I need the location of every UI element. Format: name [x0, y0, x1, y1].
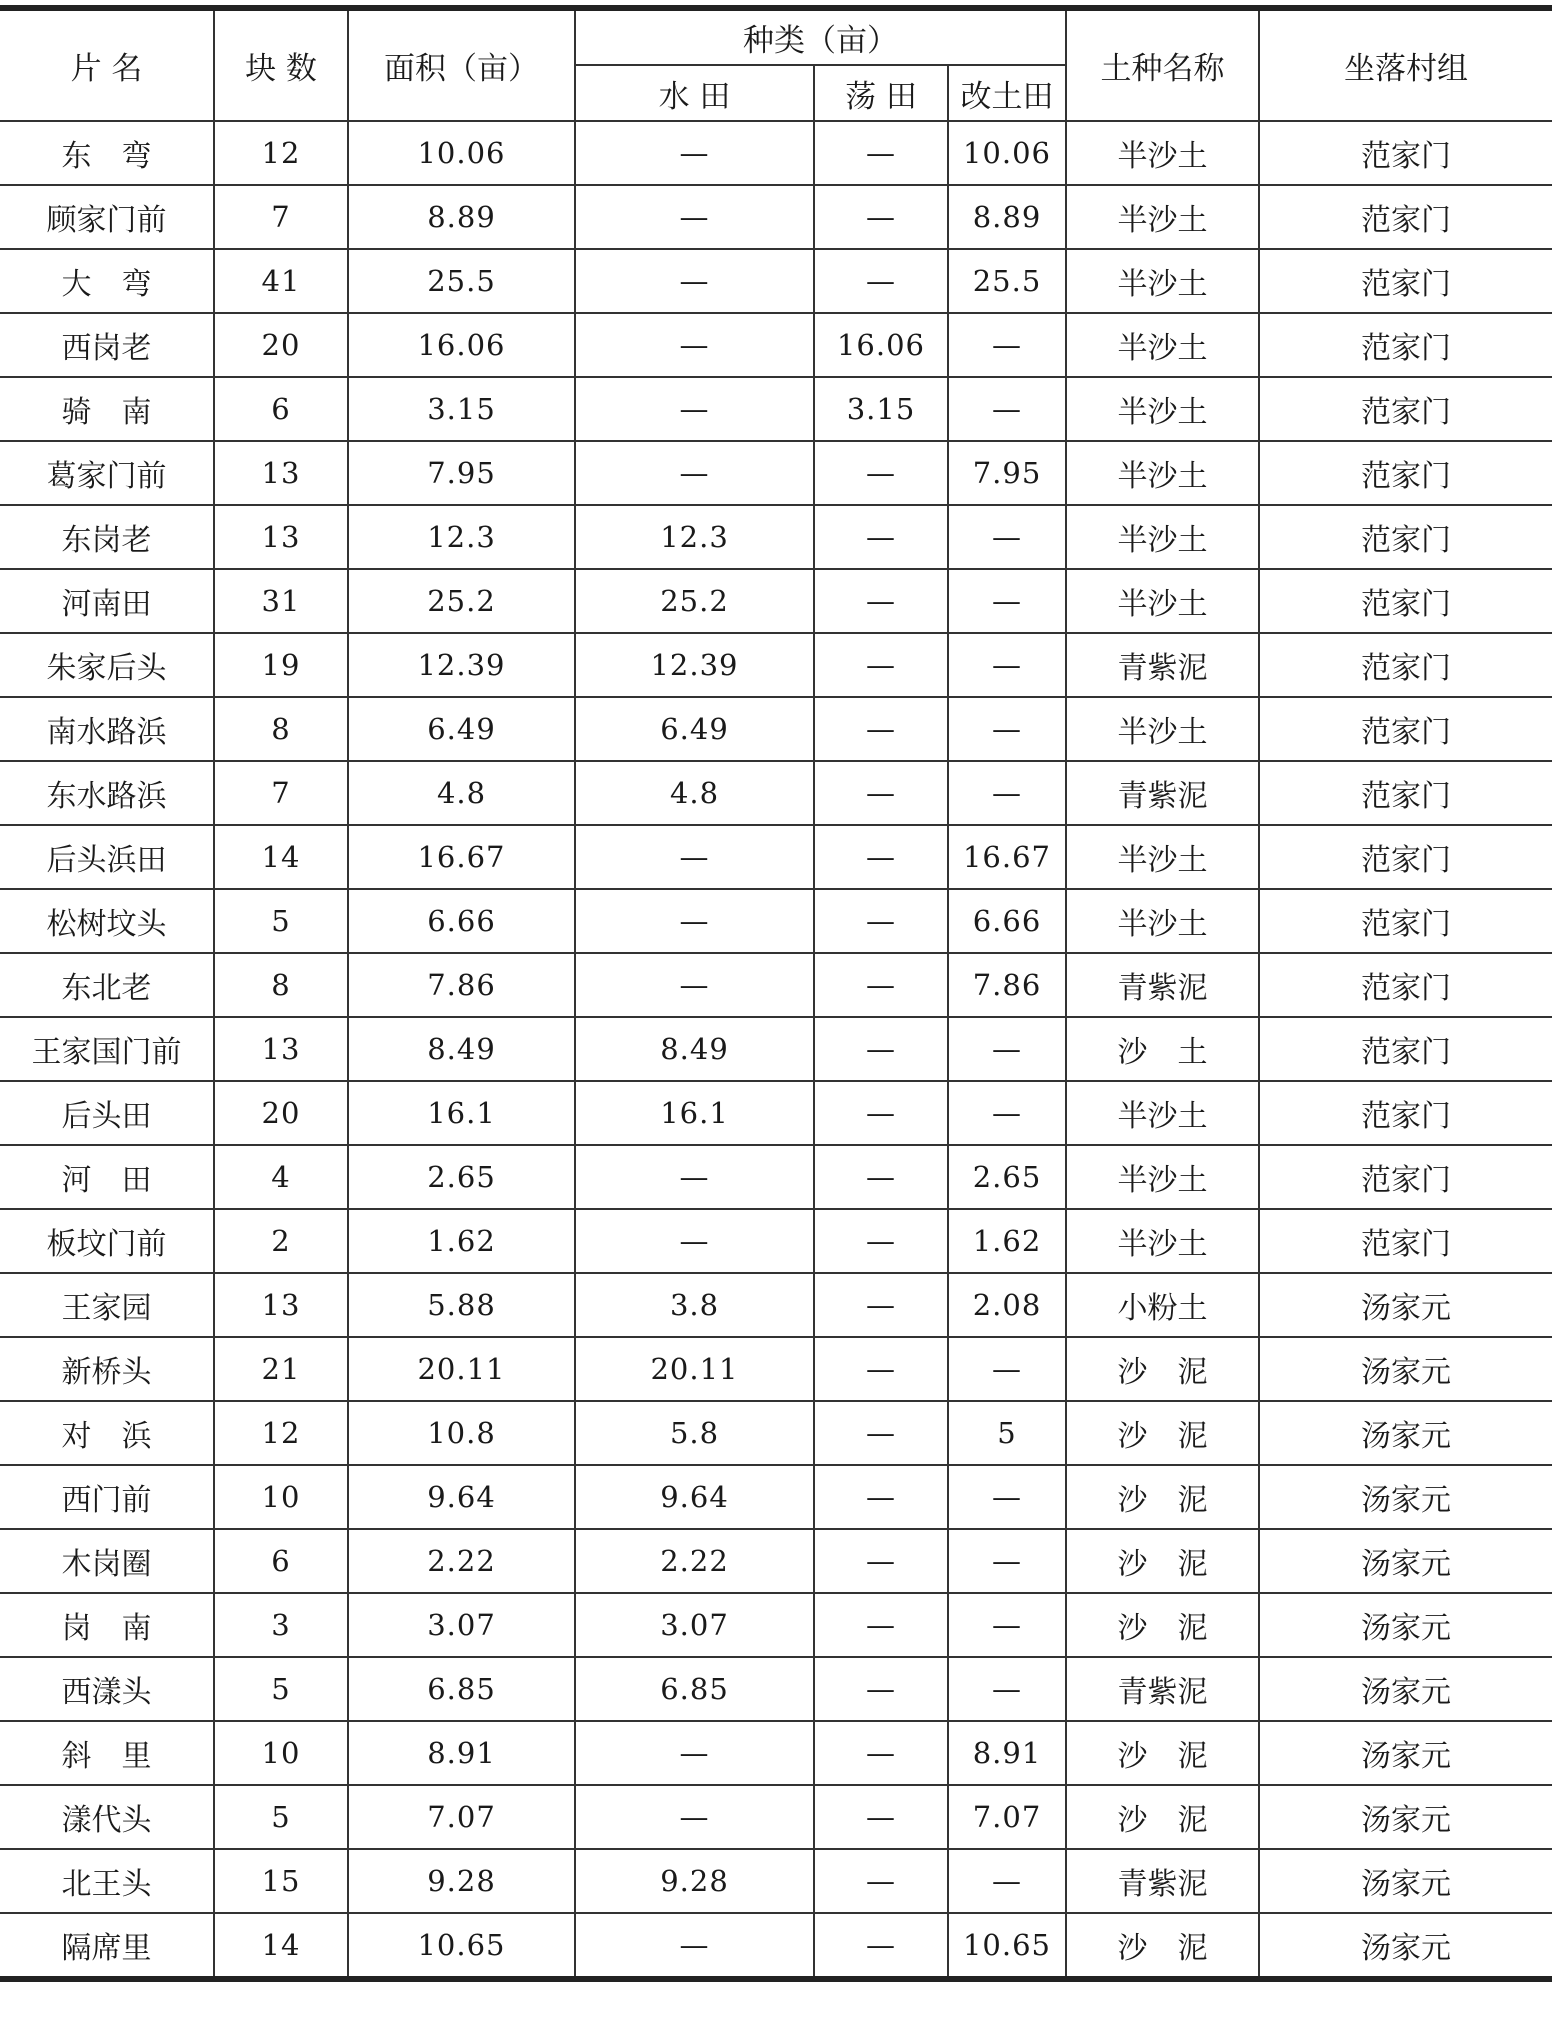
cell-name: 西漾头 [0, 1657, 214, 1721]
cell-converted: 5 [948, 1401, 1066, 1465]
cell-village: 汤家元 [1259, 1337, 1552, 1401]
cell-paddy: 20.11 [575, 1337, 814, 1401]
cell-blocks: 6 [214, 377, 348, 441]
cell-converted: — [948, 505, 1066, 569]
cell-name: 东北老 [0, 953, 214, 1017]
cell-blocks: 19 [214, 633, 348, 697]
cell-name: 东水路浜 [0, 761, 214, 825]
cell-village: 范家门 [1259, 1209, 1552, 1273]
cell-soil: 青紫泥 [1066, 953, 1259, 1017]
table-row [0, 1209, 1552, 1273]
table-row [0, 697, 1552, 761]
cell-name: 松树坟头 [0, 889, 214, 953]
cell-village: 范家门 [1259, 313, 1552, 377]
cell-name: 板坟门前 [0, 1209, 214, 1273]
cell-pond: — [814, 1849, 948, 1913]
cell-blocks: 15 [214, 1849, 348, 1913]
cell-paddy: 12.3 [575, 505, 814, 569]
cell-name: 王家园 [0, 1273, 214, 1337]
cell-village: 汤家元 [1259, 1593, 1552, 1657]
cell-name: 河南田 [0, 569, 214, 633]
cell-pond: — [814, 825, 948, 889]
table-row [0, 377, 1552, 441]
cell-area: 7.95 [348, 441, 575, 505]
cell-converted: 10.06 [948, 121, 1066, 185]
cell-village: 汤家元 [1259, 1401, 1552, 1465]
land-parcel-table [0, 5, 1552, 1982]
cell-paddy: — [575, 825, 814, 889]
cell-paddy: — [575, 953, 814, 1017]
cell-blocks: 31 [214, 569, 348, 633]
header-converted: 改土田 [948, 65, 1066, 121]
cell-pond: — [814, 1145, 948, 1209]
cell-name: 王家国门前 [0, 1017, 214, 1081]
cell-soil: 青紫泥 [1066, 633, 1259, 697]
table-row [0, 1465, 1552, 1529]
cell-pond: 3.15 [814, 377, 948, 441]
cell-soil: 沙 土 [1066, 1017, 1259, 1081]
cell-name: 对 浜 [0, 1401, 214, 1465]
cell-converted: — [948, 1017, 1066, 1081]
table-row [0, 1273, 1552, 1337]
table-row [0, 505, 1552, 569]
cell-pond: — [814, 1593, 948, 1657]
table-row [0, 121, 1552, 185]
header-blocks: 块 数 [214, 8, 348, 121]
cell-soil: 半沙土 [1066, 1209, 1259, 1273]
cell-blocks: 6 [214, 1529, 348, 1593]
cell-blocks: 5 [214, 889, 348, 953]
cell-blocks: 8 [214, 953, 348, 1017]
cell-converted: — [948, 761, 1066, 825]
cell-name: 大 弯 [0, 249, 214, 313]
cell-paddy: 5.8 [575, 1401, 814, 1465]
cell-soil: 青紫泥 [1066, 1849, 1259, 1913]
cell-converted: — [948, 1465, 1066, 1529]
cell-area: 6.66 [348, 889, 575, 953]
table-row [0, 1593, 1552, 1657]
cell-paddy: 3.07 [575, 1593, 814, 1657]
cell-area: 10.65 [348, 1913, 575, 1979]
header-name: 片 名 [0, 8, 214, 121]
cell-converted: 25.5 [948, 249, 1066, 313]
cell-area: 9.28 [348, 1849, 575, 1913]
cell-name: 顾家门前 [0, 185, 214, 249]
cell-area: 12.3 [348, 505, 575, 569]
cell-soil: 半沙土 [1066, 889, 1259, 953]
cell-soil: 半沙土 [1066, 185, 1259, 249]
cell-converted: — [948, 569, 1066, 633]
cell-paddy: 9.64 [575, 1465, 814, 1529]
cell-paddy: — [575, 185, 814, 249]
cell-area: 4.8 [348, 761, 575, 825]
cell-blocks: 14 [214, 825, 348, 889]
cell-blocks: 13 [214, 441, 348, 505]
cell-pond: — [814, 505, 948, 569]
cell-area: 7.86 [348, 953, 575, 1017]
cell-area: 3.15 [348, 377, 575, 441]
cell-blocks: 21 [214, 1337, 348, 1401]
cell-name: 隔席里 [0, 1913, 214, 1979]
cell-village: 范家门 [1259, 249, 1552, 313]
table-row [0, 1401, 1552, 1465]
cell-blocks: 13 [214, 1017, 348, 1081]
cell-village: 范家门 [1259, 1081, 1552, 1145]
cell-converted: — [948, 697, 1066, 761]
cell-village: 范家门 [1259, 121, 1552, 185]
cell-village: 范家门 [1259, 185, 1552, 249]
cell-pond: 16.06 [814, 313, 948, 377]
cell-village: 范家门 [1259, 697, 1552, 761]
cell-paddy: 9.28 [575, 1849, 814, 1913]
cell-pond: — [814, 1785, 948, 1849]
cell-name: 东岗老 [0, 505, 214, 569]
cell-soil: 半沙土 [1066, 121, 1259, 185]
cell-soil: 小粉土 [1066, 1273, 1259, 1337]
cell-converted: — [948, 1337, 1066, 1401]
cell-pond: — [814, 1401, 948, 1465]
cell-name: 南水路浜 [0, 697, 214, 761]
table-row [0, 953, 1552, 1017]
cell-converted: 10.65 [948, 1913, 1066, 1979]
cell-village: 范家门 [1259, 377, 1552, 441]
cell-name: 东 弯 [0, 121, 214, 185]
cell-village: 范家门 [1259, 761, 1552, 825]
cell-area: 20.11 [348, 1337, 575, 1401]
cell-blocks: 7 [214, 185, 348, 249]
cell-name: 北王头 [0, 1849, 214, 1913]
cell-pond: — [814, 1529, 948, 1593]
cell-area: 6.49 [348, 697, 575, 761]
cell-name: 岗 南 [0, 1593, 214, 1657]
cell-village: 汤家元 [1259, 1721, 1552, 1785]
cell-name: 斜 里 [0, 1721, 214, 1785]
table-row [0, 825, 1552, 889]
header-category-group: 种类（亩） [575, 8, 1066, 65]
cell-paddy: — [575, 1785, 814, 1849]
table-row [0, 185, 1552, 249]
cell-area: 8.89 [348, 185, 575, 249]
cell-pond: — [814, 1465, 948, 1529]
cell-soil: 半沙土 [1066, 441, 1259, 505]
cell-blocks: 13 [214, 505, 348, 569]
cell-soil: 半沙土 [1066, 1145, 1259, 1209]
table-row [0, 569, 1552, 633]
cell-pond: — [814, 633, 948, 697]
cell-area: 10.06 [348, 121, 575, 185]
cell-pond: — [814, 889, 948, 953]
cell-area: 12.39 [348, 633, 575, 697]
cell-blocks: 5 [214, 1785, 348, 1849]
cell-pond: — [814, 1337, 948, 1401]
cell-paddy: 6.85 [575, 1657, 814, 1721]
cell-converted: 2.65 [948, 1145, 1066, 1209]
cell-village: 汤家元 [1259, 1529, 1552, 1593]
cell-paddy: 12.39 [575, 633, 814, 697]
cell-village: 汤家元 [1259, 1465, 1552, 1529]
cell-area: 1.62 [348, 1209, 575, 1273]
cell-converted: — [948, 1081, 1066, 1145]
cell-pond: — [814, 185, 948, 249]
cell-converted: 1.62 [948, 1209, 1066, 1273]
table-row [0, 1337, 1552, 1401]
header-pond: 荡 田 [814, 65, 948, 121]
table-row [0, 313, 1552, 377]
cell-area: 5.88 [348, 1273, 575, 1337]
cell-name: 后头浜田 [0, 825, 214, 889]
table-row [0, 761, 1552, 825]
cell-blocks: 12 [214, 121, 348, 185]
table-row [0, 1913, 1552, 1979]
cell-pond: — [814, 1273, 948, 1337]
table-row [0, 441, 1552, 505]
cell-soil: 沙 泥 [1066, 1785, 1259, 1849]
cell-converted: 7.86 [948, 953, 1066, 1017]
cell-soil: 半沙土 [1066, 1081, 1259, 1145]
cell-soil: 沙 泥 [1066, 1529, 1259, 1593]
cell-soil: 沙 泥 [1066, 1593, 1259, 1657]
cell-converted: — [948, 377, 1066, 441]
cell-village: 范家门 [1259, 633, 1552, 697]
cell-village: 范家门 [1259, 825, 1552, 889]
cell-area: 16.67 [348, 825, 575, 889]
cell-paddy: — [575, 441, 814, 505]
cell-converted: — [948, 1529, 1066, 1593]
cell-village: 范家门 [1259, 505, 1552, 569]
cell-paddy: 3.8 [575, 1273, 814, 1337]
cell-converted: 6.66 [948, 889, 1066, 953]
cell-name: 朱家后头 [0, 633, 214, 697]
cell-paddy: 6.49 [575, 697, 814, 761]
cell-blocks: 12 [214, 1401, 348, 1465]
cell-name: 新桥头 [0, 1337, 214, 1401]
table-row [0, 889, 1552, 953]
cell-pond: — [814, 1657, 948, 1721]
cell-paddy: 25.2 [575, 569, 814, 633]
cell-area: 16.06 [348, 313, 575, 377]
cell-pond: — [814, 121, 948, 185]
cell-paddy: — [575, 1721, 814, 1785]
cell-blocks: 10 [214, 1721, 348, 1785]
cell-name: 木岗圈 [0, 1529, 214, 1593]
table-row [0, 1529, 1552, 1593]
cell-pond: — [814, 1017, 948, 1081]
table-header [0, 8, 1552, 121]
cell-converted: 16.67 [948, 825, 1066, 889]
table-row [0, 1849, 1552, 1913]
cell-village: 范家门 [1259, 889, 1552, 953]
cell-soil: 半沙土 [1066, 313, 1259, 377]
cell-soil: 青紫泥 [1066, 761, 1259, 825]
cell-blocks: 4 [214, 1145, 348, 1209]
cell-village: 汤家元 [1259, 1657, 1552, 1721]
cell-pond: — [814, 249, 948, 313]
cell-soil: 沙 泥 [1066, 1337, 1259, 1401]
cell-soil: 沙 泥 [1066, 1913, 1259, 1979]
cell-name: 西岗老 [0, 313, 214, 377]
cell-converted: — [948, 313, 1066, 377]
cell-pond: — [814, 1209, 948, 1273]
cell-paddy: — [575, 1913, 814, 1979]
cell-soil: 半沙土 [1066, 249, 1259, 313]
table-row [0, 633, 1552, 697]
cell-pond: — [814, 1721, 948, 1785]
cell-pond: — [814, 761, 948, 825]
cell-pond: — [814, 441, 948, 505]
cell-soil: 沙 泥 [1066, 1721, 1259, 1785]
cell-blocks: 20 [214, 1081, 348, 1145]
cell-blocks: 13 [214, 1273, 348, 1337]
cell-village: 范家门 [1259, 1017, 1552, 1081]
cell-converted: 7.07 [948, 1785, 1066, 1849]
cell-area: 9.64 [348, 1465, 575, 1529]
cell-converted: — [948, 1657, 1066, 1721]
table-body [0, 121, 1552, 1979]
header-paddy: 水 田 [575, 65, 814, 121]
cell-soil: 半沙土 [1066, 569, 1259, 633]
table-row [0, 1145, 1552, 1209]
cell-converted: 7.95 [948, 441, 1066, 505]
cell-blocks: 10 [214, 1465, 348, 1529]
cell-village: 汤家元 [1259, 1785, 1552, 1849]
cell-name: 后头田 [0, 1081, 214, 1145]
cell-area: 10.8 [348, 1401, 575, 1465]
cell-blocks: 2 [214, 1209, 348, 1273]
cell-area: 25.2 [348, 569, 575, 633]
cell-pond: — [814, 569, 948, 633]
cell-soil: 沙 泥 [1066, 1401, 1259, 1465]
cell-blocks: 14 [214, 1913, 348, 1979]
cell-soil: 半沙土 [1066, 505, 1259, 569]
cell-converted: 8.91 [948, 1721, 1066, 1785]
cell-area: 2.22 [348, 1529, 575, 1593]
cell-paddy: 2.22 [575, 1529, 814, 1593]
cell-paddy: — [575, 121, 814, 185]
cell-pond: — [814, 1913, 948, 1979]
header-village: 坐落村组 [1259, 8, 1552, 121]
cell-converted: — [948, 1849, 1066, 1913]
cell-area: 25.5 [348, 249, 575, 313]
cell-village: 范家门 [1259, 1145, 1552, 1209]
cell-soil: 半沙土 [1066, 377, 1259, 441]
cell-village: 汤家元 [1259, 1849, 1552, 1913]
cell-area: 7.07 [348, 1785, 575, 1849]
cell-paddy: — [575, 1145, 814, 1209]
table-row [0, 1721, 1552, 1785]
cell-converted: 2.08 [948, 1273, 1066, 1337]
cell-pond: — [814, 697, 948, 761]
cell-blocks: 7 [214, 761, 348, 825]
cell-paddy: — [575, 1209, 814, 1273]
table-row [0, 1081, 1552, 1145]
cell-village: 范家门 [1259, 569, 1552, 633]
cell-blocks: 41 [214, 249, 348, 313]
cell-paddy: 16.1 [575, 1081, 814, 1145]
cell-area: 8.91 [348, 1721, 575, 1785]
cell-blocks: 3 [214, 1593, 348, 1657]
table-row [0, 249, 1552, 313]
cell-paddy: 8.49 [575, 1017, 814, 1081]
cell-soil: 青紫泥 [1066, 1657, 1259, 1721]
cell-area: 16.1 [348, 1081, 575, 1145]
cell-village: 范家门 [1259, 953, 1552, 1017]
table-row [0, 1785, 1552, 1849]
header-area: 面积（亩） [348, 8, 575, 121]
cell-soil: 沙 泥 [1066, 1465, 1259, 1529]
cell-paddy: 4.8 [575, 761, 814, 825]
cell-paddy: — [575, 313, 814, 377]
cell-village: 汤家元 [1259, 1913, 1552, 1979]
cell-name: 葛家门前 [0, 441, 214, 505]
cell-paddy: — [575, 249, 814, 313]
cell-blocks: 8 [214, 697, 348, 761]
cell-village: 范家门 [1259, 441, 1552, 505]
cell-name: 骑 南 [0, 377, 214, 441]
cell-soil: 半沙土 [1066, 697, 1259, 761]
header-soil: 土种名称 [1066, 8, 1259, 121]
cell-name: 西门前 [0, 1465, 214, 1529]
cell-converted: 8.89 [948, 185, 1066, 249]
cell-name: 河 田 [0, 1145, 214, 1209]
cell-paddy: — [575, 889, 814, 953]
cell-area: 2.65 [348, 1145, 575, 1209]
cell-soil: 半沙土 [1066, 825, 1259, 889]
cell-area: 8.49 [348, 1017, 575, 1081]
cell-pond: — [814, 1081, 948, 1145]
table-row [0, 1657, 1552, 1721]
cell-village: 汤家元 [1259, 1273, 1552, 1337]
cell-paddy: — [575, 377, 814, 441]
cell-converted: — [948, 633, 1066, 697]
cell-blocks: 5 [214, 1657, 348, 1721]
cell-converted: — [948, 1593, 1066, 1657]
cell-area: 6.85 [348, 1657, 575, 1721]
cell-blocks: 20 [214, 313, 348, 377]
cell-area: 3.07 [348, 1593, 575, 1657]
cell-name: 漾代头 [0, 1785, 214, 1849]
table-row [0, 1017, 1552, 1081]
cell-pond: — [814, 953, 948, 1017]
